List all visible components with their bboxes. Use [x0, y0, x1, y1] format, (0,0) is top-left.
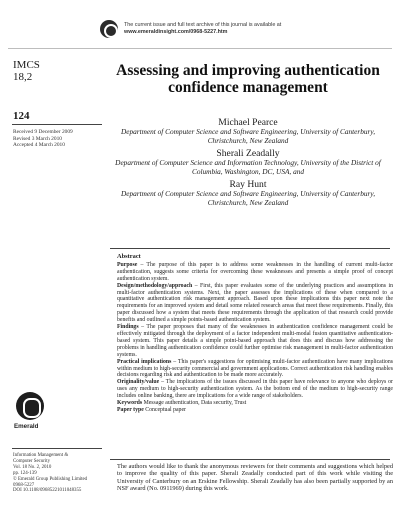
section-label: Purpose — [117, 261, 138, 268]
author-name: Michael Pearce — [218, 117, 278, 128]
author-affiliation: Department of Computer Science and Software Engineering, University of Canterbury, Christchurch, New Zealand — [120, 189, 376, 207]
paper-title: Assessing and improving authentication confidence management — [116, 62, 380, 96]
accepted-date: Accepted 4 March 2010 — [13, 142, 65, 149]
section-label: Keywords — [117, 400, 143, 407]
section-label: Findings — [117, 324, 139, 331]
author-affiliation: Department of Computer Science and Software Engineering, University of Canterbury, Christchurch, New Zealand — [120, 127, 376, 145]
abstract-divider — [110, 248, 390, 249]
side-divider — [12, 448, 102, 449]
emerald-logo — [16, 392, 46, 442]
page-number: 124 — [13, 110, 30, 122]
notice-line: The current issue and full text archive of this journal is available at — [124, 22, 282, 28]
pubinfo-line: © Emerald Group Publishing Limited — [13, 476, 88, 482]
journal-code: IMCS — [13, 59, 40, 71]
journal-volume: 18,2 — [13, 71, 33, 83]
section-text: Conceptual paper — [143, 406, 186, 413]
section-label: Practical implications — [117, 358, 172, 365]
author-name: Ray Hunt — [229, 179, 267, 190]
top-divider — [8, 48, 392, 49]
emerald-logo-icon — [16, 392, 44, 420]
emerald-small-logo-icon — [100, 20, 118, 38]
author-name: Sherali Zeadally — [216, 148, 280, 159]
section-text: – The purpose of this paper is to address some weaknesses in the handling of current multi-factor authentication, suggests some criteria for overcoming these weaknesses and presents a simple proof of concept authentication system. — [117, 261, 393, 282]
pubinfo-line: 0968-5227 — [13, 482, 35, 488]
abstract-keywords — [117, 400, 393, 407]
journal-code-block — [13, 59, 40, 83]
section-label: Originality/value — [117, 379, 160, 386]
abstract-heading: Abstract — [117, 253, 141, 260]
received-date: Received 9 December 2009 — [13, 129, 73, 135]
pubinfo-line: Information Management & — [13, 453, 69, 458]
abstract-practical — [117, 359, 393, 380]
section-text: – This paper's suggestions for optimising multi-factor authentication have many implications within medium to high-security commercial and government applications. Correct authentication risk handling enables decisions regarding risk and authentication to be made more accurately. — [117, 358, 393, 379]
revised-date: Revised 3 March 2010 — [13, 135, 62, 142]
abstract-design — [117, 283, 393, 324]
pubinfo-line: Vol. 18 No. 2, 2010 — [13, 464, 52, 470]
notice-url[interactable]: www.emeraldinsight.com/0968-5227.htm — [124, 29, 228, 35]
abstract-originality — [117, 379, 393, 400]
notice-text — [124, 22, 281, 36]
section-text: – The paper proposes that many of the weaknesses in authentication confidence management could be effectively mitigated through the deployment of a factor independent multi-modal fusion quantitative authentication-based system. This paper details a simple point-based approach that does this and discuss how addressing the problems in handling authentication confidence could further optimise risk management in multi-factor authentication systems. — [117, 324, 393, 358]
emerald-logo-text: Emerald — [14, 423, 39, 430]
section-label: Design/methodology/approach — [117, 282, 193, 289]
pubinfo-line: DOI 10.1108/09685221011048355 — [13, 488, 82, 494]
abstract-paper-type — [117, 407, 393, 414]
acknowledgement: The authors would like to thank the anonymous reviewers for their comments and suggestions which helped to improve the quality of this paper. Sherali Zeadally conducted part of this work while visiting the University of Canterbury on an Erskine Fellowship. Sherali Zeadally has also been partially supported by an NSF award (No. 0911969) during this work. — [117, 463, 393, 493]
abstract — [117, 254, 393, 414]
abstract-findings — [117, 324, 393, 359]
pubinfo-line: Computer Security — [13, 458, 51, 464]
acknowledgement-divider — [110, 459, 390, 460]
pubinfo-line: pp. 124-139 — [13, 470, 37, 476]
author-list — [108, 117, 388, 210]
archive-notice — [100, 20, 350, 42]
history-dates — [13, 129, 73, 149]
publication-info — [13, 453, 103, 494]
side-divider — [12, 124, 102, 125]
abstract-purpose — [117, 262, 393, 283]
section-text: – The implications of the issues discussed in this paper have relevance to anyone who deploys or uses any medium to high-security authentication system. As the bottom end of the medium to high-security range includes online banking, there are implications for a wide range of stakeholders. — [117, 379, 393, 400]
section-text: – First, this paper evaluates some of the underlying practices and assumptions in multi-factor authentication systems. Next, the paper assesses the implications of these when compared to a quantitative authentication risk management approach. Based upon these implications this paper next note the requirements for an improved system and detail some related research areas that meet these requirements. Finally, this paper discussed how a system that meets these requirements through the application of that research could provide benefits and outlined a simple points-based authentication system. — [117, 282, 393, 324]
section-text: Message authentication, Data security, Trust — [142, 400, 247, 407]
section-label: Paper type — [117, 406, 144, 413]
author-affiliation: Department of Computer Science and Information Technology, University of the District of Columbia, Washington, DC, USA, and — [115, 158, 381, 176]
